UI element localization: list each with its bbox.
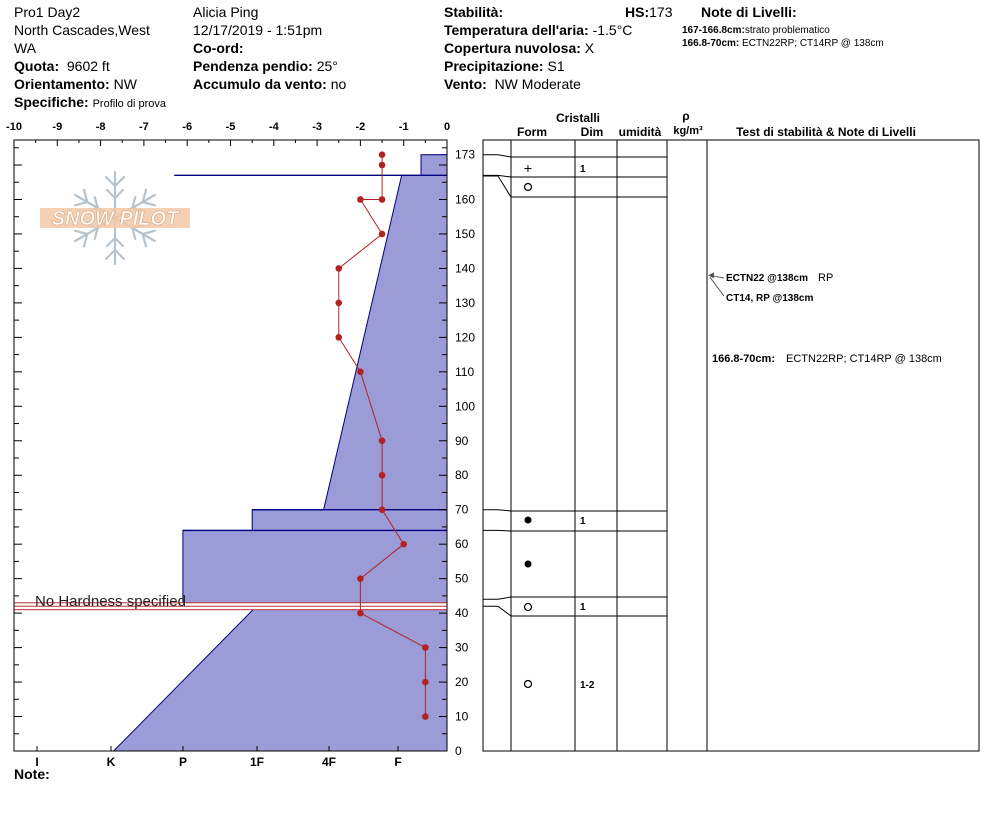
crystal-table-layer (483, 109, 979, 751)
height-tick-label: 70 (455, 502, 469, 517)
grain-size-value: 1 (580, 602, 586, 613)
tests-header: Test di stabilità & Note di Livelli (736, 125, 916, 139)
observer: Alicia Ping (193, 4, 259, 20)
slope-value: 25° (316, 58, 338, 74)
height-tick-label: 50 (455, 571, 469, 586)
height-tick-label: 130 (455, 295, 476, 310)
density-unit-header: kg/m³ (673, 125, 703, 137)
air-temp-value: -1.5°C (592, 22, 633, 38)
hardness-tick-label: 1F (249, 755, 265, 769)
temp-tick-label: -5 (225, 121, 236, 133)
height-tick-label: 20 (455, 675, 469, 690)
height-tick-label: 120 (455, 330, 476, 345)
wind-loading-label: Accumulo da vento: (193, 76, 327, 92)
aspect-label: Orientamento: (14, 76, 110, 92)
temperature-point (335, 265, 342, 272)
wind-label: Vento: (444, 76, 487, 92)
logo-text: SNOW PILOT (51, 208, 179, 230)
cloud-label: Copertura nuvolosa: (444, 40, 581, 56)
region-line2: WA (14, 40, 37, 56)
region-line1: North Cascades,West (14, 22, 150, 38)
layer-notes-title: Note di Livelli: (701, 4, 797, 20)
coord-label: Co-ord: (193, 40, 244, 56)
temperature-point (379, 506, 386, 513)
layer-connector (483, 155, 511, 157)
datetime: 12/17/2019 - 1:51pm (193, 22, 323, 38)
grain-form-symbol (525, 561, 532, 568)
temp-tick-label: -10 (6, 121, 22, 133)
table-border (483, 140, 979, 751)
hs-label: HS: (625, 4, 650, 20)
height-tick-label: 173 (455, 147, 476, 162)
hardness-tick-label: I (35, 755, 39, 769)
elevation-label: Quota: (14, 58, 60, 74)
layer-note-1-range: 167-166.8cm: (682, 25, 745, 36)
grain-form-symbol (525, 604, 532, 611)
layer-connector (483, 510, 511, 511)
layer-note-text: ECTN22RP; CT14RP @ 138cm (786, 353, 942, 365)
temp-tick-label: -1 (398, 121, 409, 133)
height-tick-label: 90 (455, 433, 469, 448)
height-tick-label: 140 (455, 261, 476, 276)
temperature-point (422, 713, 429, 720)
wind-loading-value: no (330, 76, 347, 92)
aspect-value: NW (113, 76, 137, 92)
wind-value: NW Moderate (494, 76, 581, 92)
temperature-point (422, 644, 429, 651)
height-tick-label: 40 (455, 606, 469, 621)
height-tick-label: 150 (455, 226, 476, 241)
temp-tick-label: -6 (182, 121, 193, 133)
temperature-point (422, 679, 429, 686)
layer-note-2-range: 166.8-70cm: (682, 38, 740, 49)
stability-test-2: CT14, RP @138cm (726, 293, 814, 304)
form-header: Form (517, 125, 547, 139)
layer-note-range: 166.8-70cm: (712, 353, 775, 365)
grain-size-value: 1 (580, 164, 586, 175)
note-label: Note: (14, 766, 50, 782)
test-arrow-line (710, 277, 724, 296)
hardness-tick-label: K (106, 755, 116, 769)
temperature-point (379, 151, 386, 158)
specifics-label: Specifiche: (14, 94, 89, 110)
layer-connector (483, 597, 511, 599)
test-arrow-head (708, 272, 714, 278)
temperature-point (379, 437, 386, 444)
grain-form-symbol (525, 184, 532, 191)
temperature-point (379, 472, 386, 479)
height-tick-label: 110 (455, 364, 475, 379)
temp-tick-label: 0 (443, 121, 451, 133)
stability-test-1-suffix: RP (818, 272, 834, 284)
moisture-header: umidità (618, 125, 662, 139)
height-tick-label: 80 (455, 468, 469, 483)
height-tick-label: 160 (455, 192, 476, 207)
stability-test-1: ECTN22 @138cm (726, 273, 809, 284)
rho-header: ρ (682, 109, 690, 123)
hardness-profile-area (114, 155, 447, 751)
temp-tick-label: -4 (268, 121, 279, 133)
elevation-value: 9602 ft (66, 58, 110, 74)
height-tick-label: 0 (455, 744, 462, 758)
grain-form-symbol: + (523, 160, 533, 176)
cloud-value: X (584, 40, 595, 56)
temperature-point (335, 300, 342, 307)
temperature-point (357, 610, 364, 617)
temperature-point (357, 196, 364, 203)
hardness-tick-label: P (178, 755, 188, 769)
temperature-point (400, 541, 407, 548)
layer-connector (483, 530, 511, 531)
layer-note-2-text: ECTN22RP; CT14RP @ 138cm (742, 38, 884, 49)
size-header: Dim (580, 125, 604, 139)
grain-size-value: 1 (580, 516, 586, 527)
no-hardness-label: No Hardness specified (35, 593, 186, 610)
temperature-point (379, 162, 386, 169)
temp-tick-label: -7 (139, 121, 149, 133)
grain-form-symbol (525, 517, 532, 524)
temperature-point (379, 196, 386, 203)
hardness-tick-label: F (394, 755, 402, 769)
grain-form-symbol (525, 681, 532, 688)
height-tick-label: 10 (455, 709, 469, 724)
height-tick-label: 100 (455, 399, 476, 414)
crystals-header: Cristalli (555, 111, 601, 125)
temp-tick-label: -3 (312, 121, 322, 133)
layer-connector (483, 606, 511, 616)
temp-tick-label: -9 (52, 121, 63, 133)
precip-value: S1 (547, 58, 565, 74)
stability-label: Stabilità: (444, 4, 504, 20)
hs-value: 173 (649, 4, 673, 20)
location: Pro1 Day2 (14, 4, 81, 20)
precip-label: Precipitazione: (444, 58, 544, 74)
temp-tick-label: -2 (355, 121, 366, 133)
slope-label: Pendenza pendio: (193, 58, 313, 74)
temperature-point (379, 231, 386, 238)
height-tick-label: 30 (455, 640, 469, 655)
layer-note-1-text: strato problematico (744, 25, 830, 36)
layer-connector (483, 176, 511, 197)
height-tick-label: 60 (455, 537, 469, 552)
temperature-point (357, 575, 364, 582)
specifics-value: Profilo di prova (92, 98, 166, 110)
temperature-point (357, 369, 364, 376)
grain-size-value: 1-2 (580, 680, 595, 691)
hardness-tick-label: 4F (321, 755, 337, 769)
air-temp-label: Temperatura dell'aria: (444, 22, 589, 38)
snowpilot-logo (40, 172, 190, 264)
temp-tick-label: -8 (95, 121, 106, 133)
temperature-point (335, 334, 342, 341)
